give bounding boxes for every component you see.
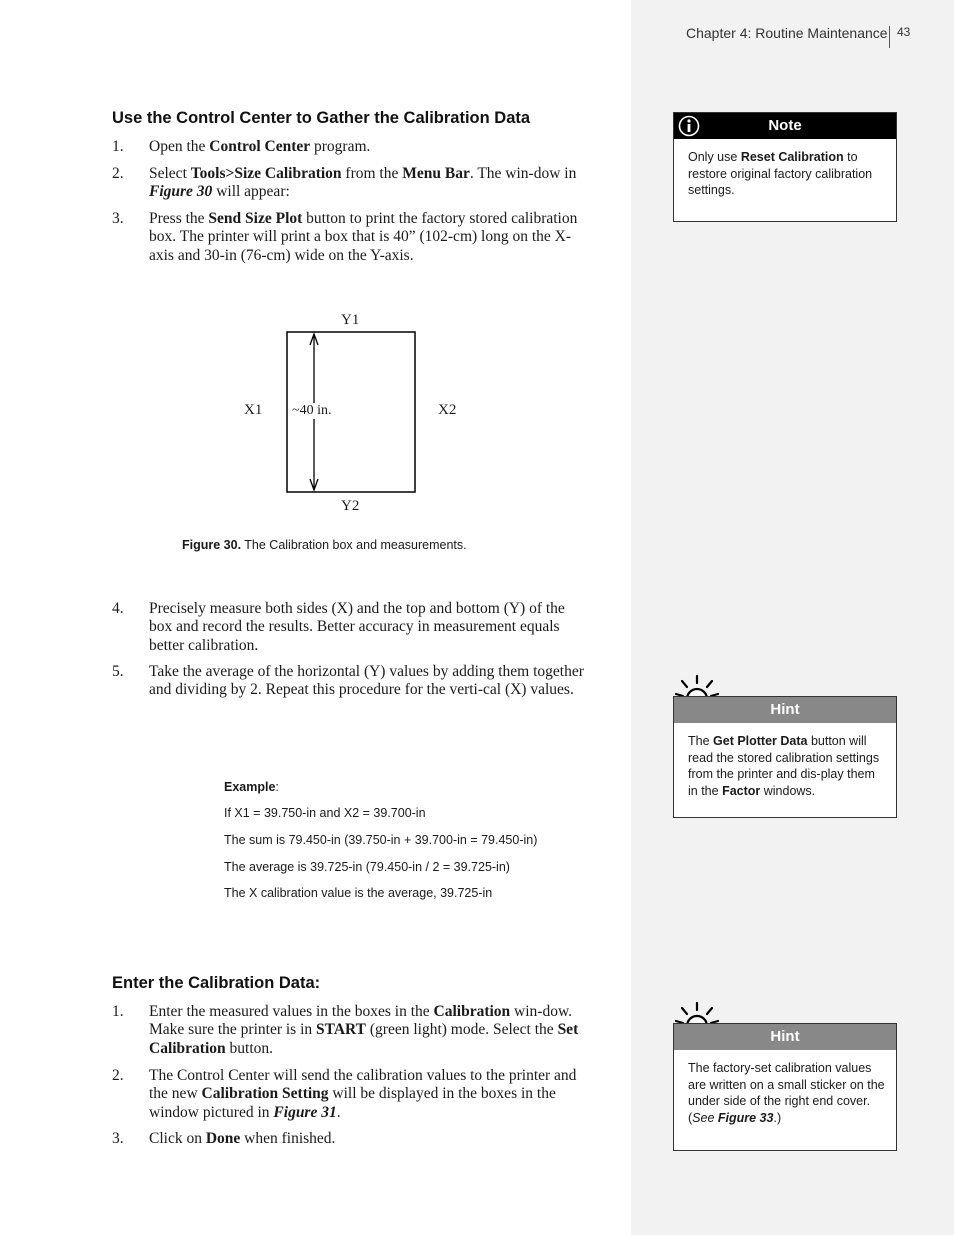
- list-item: 5. Take the average of the horizontal (Y) values by adding them together and dividing by 2. Repeat this procedure for the verti-cal (X) values.: [112, 663, 584, 699]
- hint-box: [673, 1023, 897, 1151]
- example-line: The average is 39.725-in (79.450-in / 2 = 39.725-in): [224, 860, 510, 874]
- list-item: 3. Click on Done when finished.: [112, 1130, 336, 1147]
- figure-label-y2: Y2: [341, 498, 360, 514]
- list-item: 2. Select Tools>Size Calibration from the Menu Bar. The win-dow in Figure 30 will appear:: [112, 165, 577, 201]
- figure-label-x1: X1: [244, 402, 263, 418]
- page-number: 43: [897, 25, 911, 39]
- section-heading-gather: Use the Control Center to Gather the Calibration Data: [112, 109, 531, 127]
- hint-text: The Get Plotter Data button will read the stored calibration settings from the printer and dis-play them in the Factor windows.: [688, 734, 880, 798]
- list-item: 4. Precisely measure both sides (X) and the top and bottom (Y) of the box and record the results. Better accuracy in measurement equals better calibration.: [112, 600, 565, 654]
- note-box: [673, 112, 897, 222]
- example-title: Example:: [224, 780, 279, 794]
- hint-text: The factory-set calibration values are written on a small sticker on the under side of the right end cover. (See Figure 33.): [688, 1061, 885, 1125]
- list-item: 1. Open the Control Center program.: [112, 138, 371, 155]
- hint-header: [674, 1024, 896, 1050]
- figure-label-x2: X2: [438, 402, 457, 418]
- note-header: [674, 113, 896, 139]
- note-title: Note: [768, 117, 802, 134]
- section-heading-enter: Enter the Calibration Data:: [112, 974, 321, 992]
- figure-label-length: ~40 in.: [292, 403, 332, 418]
- hint-title: Hint: [770, 1028, 800, 1045]
- example-line: The sum is 79.450-in (39.750-in + 39.700-in = 79.450-in): [224, 833, 538, 847]
- list-item: 1. Enter the measured values in the boxes in the Calibration win-dow. Make sure the printer is in START (green light) mode. Select the Set Calibration button.: [112, 1003, 579, 1057]
- note-text: Only use Reset Calibration to restore original factory calibration settings.: [688, 150, 873, 198]
- figure-caption: Figure 30. The Calibration box and measurements.: [182, 538, 467, 552]
- list-item: 2. The Control Center will send the calibration values to the printer and the new Calibration Setting will be displayed in the boxes in the window pictured in Figure 31.: [112, 1067, 577, 1121]
- header-separator: [889, 26, 890, 48]
- chapter-header: Chapter 4: Routine Maintenance: [686, 25, 888, 41]
- figure-label-y1: Y1: [341, 312, 360, 328]
- list-item: 3. Press the Send Size Plot button to print the factory stored calibration box. The printer will print a box that is 40” (102-cm) long on the X-axis and 30-in (76-cm) wide on the Y-axis.: [112, 210, 578, 264]
- info-icon: [677, 115, 701, 137]
- example-line: If X1 = 39.750-in and X2 = 39.700-in: [224, 806, 426, 820]
- hint-title: Hint: [770, 701, 800, 718]
- hint-header: [674, 697, 896, 723]
- hint-box: [673, 696, 897, 818]
- example-line: The X calibration value is the average, 39.725-in: [224, 886, 493, 900]
